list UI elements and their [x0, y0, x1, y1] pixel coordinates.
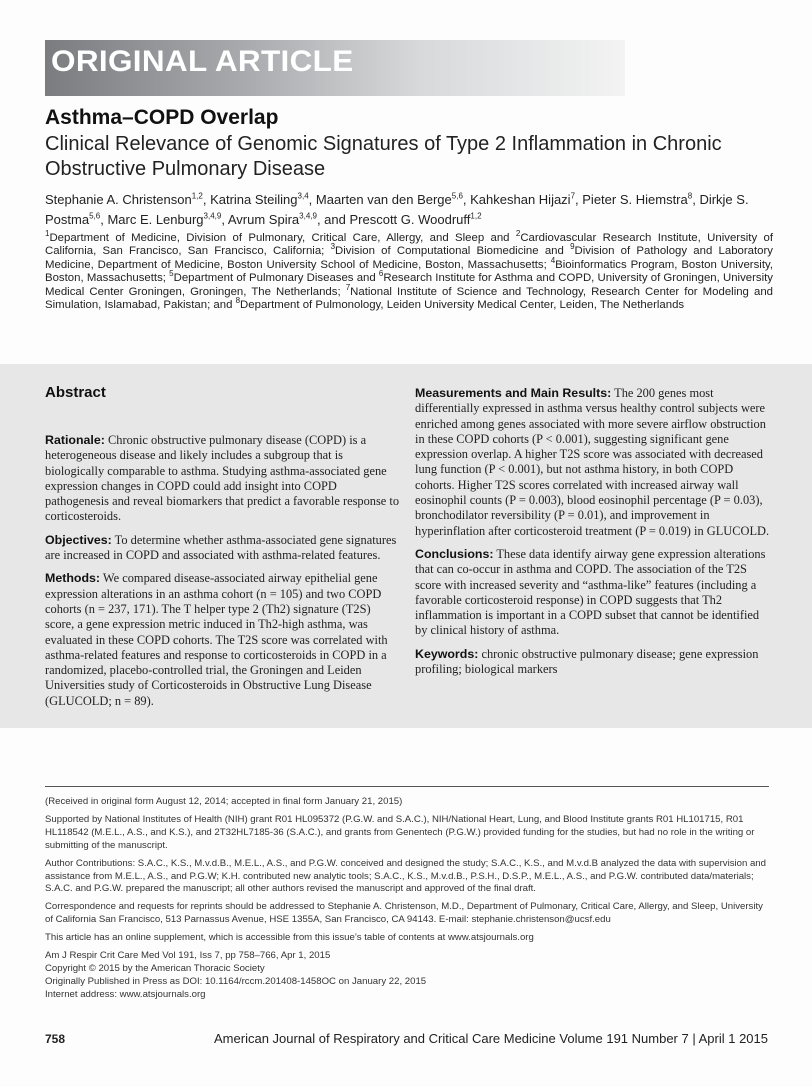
affiliation-marker: 6 — [378, 269, 384, 279]
abstract-paragraph — [415, 386, 772, 539]
affiliations — [45, 229, 774, 312]
article-title: Asthma–COPD Overlap — [45, 106, 279, 129]
author-affiliation-marker: 3,4 — [297, 191, 309, 201]
affiliation-text: Department of Pulmonary Diseases and — [173, 272, 379, 285]
affiliation-text: Cardiovascular Research Institute, University of California, San Francisco, San Francisco, California; — [45, 232, 774, 258]
author-affiliation-marker: 1,2 — [470, 211, 482, 221]
author-name: Avrum Spira — [227, 212, 300, 227]
author-affiliation-marker: 5,6 — [451, 191, 463, 201]
affiliation-text: Division of Computational Biomedicine and — [335, 245, 571, 258]
affiliation-text: Department of Medicine, Division of Pulmonary, Critical Care, Allergy, and Sleep and — [49, 232, 516, 244]
author-separator: , — [202, 192, 211, 207]
funding-note: Supported by National Institutes of Health (NIH) grant R01 HL095372 (P.G.W. and S.A.C.), NIH/National Heart, Lung, and Blood Institute grants R01 HL101715, R01 HL118542 (M.E.L., A.S., and K.S.), and 2T32HL7185-36 (S.A.C.), and grants from Genentech (P.G.W.) provided funding for the studies, but had no role in the writing or submitting of the manuscript. — [45, 813, 755, 851]
author-affiliation-marker: 8 — [687, 191, 693, 201]
article-type-label: ORIGINAL ARTICLE — [51, 45, 354, 78]
author-affiliation-marker: 7 — [570, 191, 576, 201]
abstract-paragraph — [45, 533, 402, 564]
affiliation-marker: 4 — [550, 256, 556, 266]
affiliation-marker: 9 — [570, 242, 575, 252]
correspondence: Correspondence and requests for reprints should be addressed to Stephanie A. Christenson, M.D., Department of Pulmonary, Critical Care, Allergy, and Sleep, University of California San Francisco, 513 Parnassus Avenue, HSE 1355A, San Francisco, CA 94143. E-mail: stephanie.christenson@ucsf.edu — [45, 901, 763, 926]
abstract-section-label: Objectives: — [45, 532, 112, 547]
journal-footer: American Journal of Respiratory and Critical Care Medicine Volume 191 Number 7 | April 1 2015 — [214, 1031, 768, 1046]
author-name: Katrina Steiling — [210, 192, 298, 207]
affiliation-marker: 5 — [169, 269, 174, 279]
abstract-section-label: Methods: — [45, 571, 101, 586]
abstract-section-label: Rationale: — [45, 433, 105, 447]
author-name: Dirkje S. Postma — [45, 192, 749, 227]
abstract-paragraph — [415, 547, 772, 639]
affiliation-text: National Institute of Science and Technology, Research Center for Modeling and Simulation, Islamabad, Pakistan; and — [45, 285, 773, 312]
abstract-heading: Abstract — [45, 384, 106, 401]
footnotes — [45, 796, 770, 1002]
internet-address: Internet address: www.atsjournals.org — [45, 988, 206, 1000]
author-separator: , — [221, 212, 228, 227]
author-affiliation-marker: 5,6 — [89, 211, 101, 221]
abstract-section-label: Conclusions: — [415, 546, 494, 561]
affiliation-marker: 1 — [45, 229, 50, 239]
affiliation-marker: 7 — [345, 282, 351, 292]
copyright-line: Copyright © 2015 by the American Thoracic Society — [45, 962, 265, 974]
abstract-section-text: The 200 genes most differentially expressed in asthma versus healthy control subjects were enriched among genes associated with more severe airflow obstruction in these COPD cohorts (P < 0.001), suggesting significant gene expression overlap. A higher T2S score was associated with decreased lung function (P < 0.001), but not asthma history, in both COPD cohorts. Higher T2S scores correlated with increased airway wall eosinophil counts (P = 0.003), blood eosinophil percentage (P = 0.03), bronchodilator reversibility (P = 0.01), and improvement in hyperinflation after corticosteroid treatment (P = 0.019) in GLUCOLD. — [415, 386, 770, 538]
citation-line: Am J Respir Crit Care Med Vol 191, Iss 7, pp 758–766, Apr 1, 2015 — [45, 950, 331, 962]
author-contributions: Author Contributions: S.A.C., K.S., M.v.d.B., M.E.L., A.S., and P.G.W. conceived and designed the study; S.A.C., K.S., and M.v.d.B analyzed the data with supervision and assistance from M.E.L., A.S., and P.G.W; K.H. contributed new analytic tools; S.A.C., K.S., M.v.d.B., P.S.H., D.S.P., M.E.L., A.S., and P.G.W. contributed data/materials; S.A.C. and P.G.W. prepared the manuscript; all other authors revised the manuscript and approved of the final draft. — [45, 857, 766, 895]
abstract-paragraph — [45, 571, 402, 709]
abstract-section-label: Keywords: — [415, 646, 479, 661]
affiliation-marker: 3 — [330, 242, 336, 252]
page-number: 758 — [45, 1032, 66, 1046]
supplement-note: This article has an online supplement, which is accessible from this issue’s table of contents at www.atsjournals.org — [45, 932, 534, 944]
author-separator: , — [308, 192, 316, 207]
article-type-banner — [45, 40, 625, 96]
author-separator: , — [692, 192, 700, 207]
author-name: Stephanie A. Christenson — [45, 192, 192, 207]
affiliation-text: Bioinformatics Program, Boston University, Boston, Massachusetts; — [45, 258, 774, 285]
abstract-section-text: To determine whether asthma-associated gene signatures are increased in COPD and associated with asthma-related features. — [45, 532, 397, 563]
affiliation-text: Division of Pathology and Laboratory Medicine, Department of Medicine, Boston University School of Medicine, Boston, Massachusetts; — [45, 245, 773, 271]
affiliation-marker: 8 — [235, 296, 241, 306]
author-affiliation-marker: 3,4,9 — [203, 211, 222, 221]
author-affiliation-marker: 1,2 — [191, 191, 203, 201]
abstract-section-text: These data identify airway gene expression alterations that can co-occur in asthma and COPD. The association of the T2S score with increased severity and “asthma-like” features (including a favorable corticosteroid response) in COPD suggests that Th2 inflammation is important in a COPD subset that cannot be identified by clinical history of asthma. — [415, 546, 766, 638]
author-name: Pieter S. Hiemstra — [582, 192, 688, 207]
abstract-section-text: chronic obstructive pulmonary disease; gene expression profiling; biological markers — [415, 646, 759, 677]
doi-line: Originally Published in Press as DOI: 10.1164/rccm.201408-1458OC on January 22, 2015 — [45, 975, 427, 987]
footnote-divider — [45, 786, 769, 787]
abstract-left-column — [45, 433, 402, 717]
author-separator: , — [100, 212, 108, 227]
abstract-paragraph — [45, 433, 402, 525]
abstract-section-text: We compared disease-associated airway epithelial gene expression alterations in an asthma cohort (n = 105) and two COPD cohorts (n = 237, 171). The T helper type 2 (Th2) signature (T2S) score, a gene expression metric induced in Th2-high asthma, was evaluated in these COPD cohorts. The T2S score was correlated with asthma-related features and response to corticosteroids in COPD in a randomized, placebo-controlled trial, the Groningen and Leiden Universities study of Corticosteroids in Obstructive Lung Disease (GLUCOLD; n = 89). — [45, 571, 388, 708]
author-list — [45, 190, 775, 230]
author-separator: , and — [316, 212, 350, 227]
article-subtitle: Clinical Relevance of Genomic Signatures of Type 2 Inflammation in Chronic Obstructive Pulmonary Disease — [45, 133, 722, 180]
abstract-right-column — [415, 386, 772, 685]
author-separator: , — [575, 192, 583, 207]
affiliation-text: Research Institute for Asthma and COPD, University of Groningen, University Medical Center Groningen, Groningen, The Netherlands; — [45, 272, 773, 298]
author-name: Kahkeshan Hijazi — [470, 192, 571, 207]
author-name: Maarten van den Berge — [315, 192, 452, 207]
affiliation-marker: 2 — [515, 229, 521, 239]
abstract-paragraph — [415, 647, 772, 678]
author-name: Marc E. Lenburg — [107, 212, 204, 227]
affiliation-text: Department of Pulmonology, Leiden University Medical Center, Leiden, The Netherlands — [240, 299, 685, 312]
author-name: Prescott G. Woodruff — [349, 212, 471, 227]
received-dates: (Received in original form August 12, 2014; accepted in final form January 21, 2015) — [45, 796, 403, 807]
author-affiliation-marker: 3,4,9 — [299, 211, 317, 221]
author-separator: , — [462, 192, 471, 207]
abstract-section-text: Chronic obstructive pulmonary disease (COPD) is a heterogeneous disease and likely includes a subgroup that is biologically comparable to asthma. Studying asthma-associated gene expression changes in COPD could add insight into COPD pathogenesis and reveal biomarkers that predict a favorable response to corticosteroids. — [45, 433, 400, 524]
abstract-section-label: Measurements and Main Results: — [415, 386, 612, 400]
